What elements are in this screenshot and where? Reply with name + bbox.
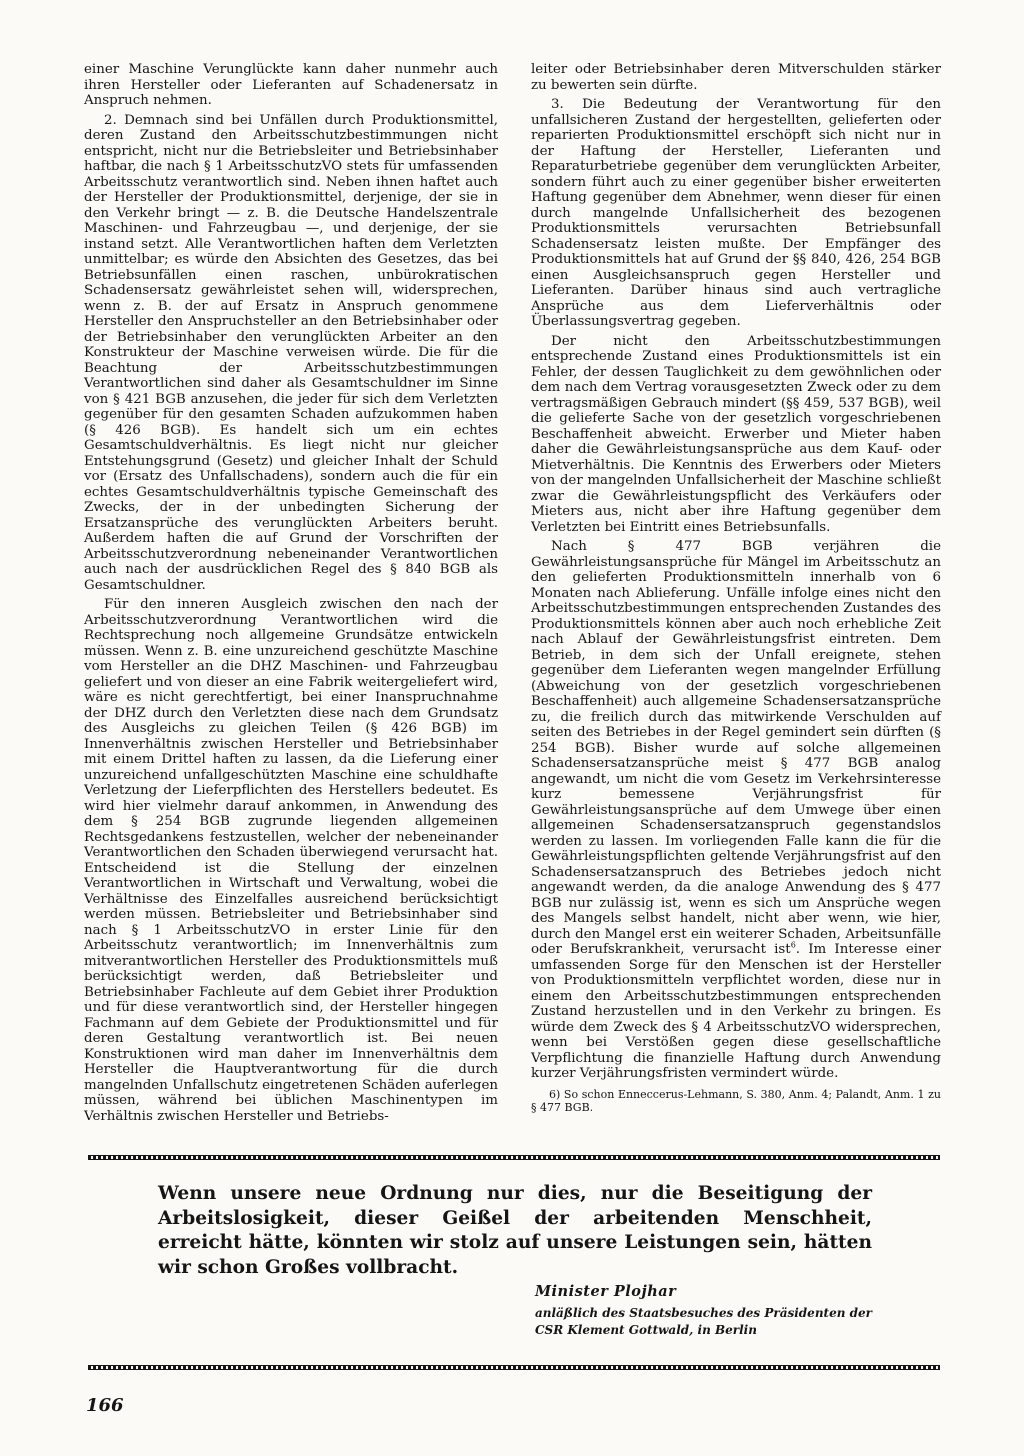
page-number: 166 [86,1395,124,1416]
right-paragraph-1: leiter oder Betriebsinhaber deren Mitverschulden stärker zu bewerten sein dürfte. [531,62,941,93]
decorative-rule-bottom [88,1365,940,1370]
left-paragraph-3: Für den inneren Ausgleich zwischen den nach der Arbeitsschutzverordnung Verantwortlichen wird die Rechtsprechung noch allgemeine Grundsätze entwickeln müssen. Wenn z. B. eine unzureichend geschützte Maschine vom Hersteller an die DHZ Maschinen- und Fahrzeugbau geliefert und von dieser an eine Fabrik weitergeliefert wird, wäre es nicht gerechtfertigt, bei einer Inanspruchnahme der DHZ durch den Verletzten diese nach dem Grundsatz des Ausgleichs zu gleichen Teilen (§ 426 BGB) im Innenverhältnis zwischen Hersteller und Betriebsinhaber mit einem Drittel haften zu lassen, da die Lieferung einer unzureichend unfallgeschützten Maschine eine schuldhafte Verletzung der Lieferpflichten des Herstellers bedeutet. Es wird hier vielmehr darauf ankommen, in Anwendung des dem § 254 BGB zugrunde liegenden allgemeinen Rechtsgedankens festzustellen, welcher der nebeneinander Verantwortlichen den Schaden überwiegend verursacht hat. Entscheidend ist die Stellung der einzelnen Verantwortlichen in Wirtschaft und Verwaltung, wobei die Verhältnisse des Einzelfalles ausreichend berücksichtigt werden müssen. Betriebsleiter und Betriebsinhaber sind nach § 1 ArbeitsschutzVO in erster Linie für den Arbeitsschutz verantwortlich; im Innenverhältnis zum mitverantwortlichen Hersteller des Produktionsmittels muß berücksichtigt werden, daß Betriebsleiter und Betriebsinhaber Fachleute auf dem Gebiet ihrer Produktion und für diese verantwortlich sind, der Hersteller hingegen Fachmann auf dem Gebiete der Produktionsmittel und für deren Gestaltung verantwortlich ist. Bei neuen Konstruktionen wird man daher im Innenverhältnis dem Hersteller die Hauptverantwortung für die durch mangelnden Unfallschutz eingetretenen Schäden auferlegen müssen, während bei üblichen Maschinentypen im Verhältnis zwischen Hersteller und Betriebs- [84,597,498,1124]
quote-context-line-2: CSR Klement Gottwald, in Berlin [535,1323,757,1337]
right-paragraph-4-tail: . Im Interesse einer umfassenden Sorge für den Menschen ist der Hersteller von Produktionsmitteln verpflichtet worden, diese nur in einem den Arbeitsschutzbestimmungen entsprechenden Zustand herzustellen und in den Verkehr zu bringen. Es würde dem Zweck des § 4 ArbeitsschutzVO widersprechen, wenn bei Verstößen gegen diese gesellschaftliche Verpflichtung die finanzielle Haftung durch Anwendung kurzer Verjährungsfristen vermindert würde. [531,942,941,1081]
right-paragraph-4-text: Nach § 477 BGB verjähren die Gewährleistungsansprüche für Mängel im Arbeitsschutz an den gelieferten Produktionsmitteln innerhalb von 6 Monaten nach Ablieferung. Unfälle infolge eines nicht den Arbeitsschutzbestimmungen entsprechenden Zustandes des Produktionsmittels können aber auch noch erhebliche Zeit nach Ablauf der Gewährleistungsfrist eintreten. Dem Betrieb, in dem sich der Unfall ereignete, stehen gegenüber dem Lieferanten wegen mangelnder Erfüllung (Abweichung von der gesetzlich vorgeschriebenen Beschaffenheit) auch allgemeine Schadensersatzansprüche zu, die freilich durch das mitwirkende Verschulden auf seiten des Betriebes in der Regel gemindert sein dürften (§ 254 BGB). Bisher wurde auf solche allgemeinen Schadensersatzansprüche meist § 477 BGB analog angewandt, um nicht die vom Gesetz im Verkehrsinteresse kurz bemessene Verjährungsfrist für Gewährleistungsansprüche auf dem Umwege über einen allgemeinen Schadensersatzanspruch gegenstandslos werden zu lassen. Im vorliegenden Falle kann die für die Gewährleistungspflichten geltende Verjährungsfrist auf den Schadensersatzanspruch des Betriebes jedoch nicht angewandt werden, da die analoge Anwendung des § 477 BGB nur zulässig ist, wenn es sich um Ansprüche wegen des Mangels selbst handelt, nicht aber wenn, wie hier, durch den Mangel erst ein weiterer Schaden, Arbeitsunfälle oder Berufskrankheit, verursacht ist [531,539,941,957]
left-column [84,62,498,1124]
right-column [531,62,941,1114]
left-paragraph-1: einer Maschine Verunglückte kann daher nunmehr auch ihren Hersteller oder Lieferanten auf Schadenersatz in Anspruch nehmen. [84,62,498,108]
footnote-text: So schon Enneccerus-Lehmann, S. 380, Anm. 4; Palandt, Anm. 1 zu § 477 BGB. [531,1087,941,1114]
quote-text: Wenn unsere neue Ordnung nur dies, nur die Beseitigung der Arbeitslosigkeit, dieser Geißel der arbeitenden Menschheit, erreicht hätte, könnten wir stolz auf unsere Leistungen sein, hätten wir schon Großes vollbracht. [158,1183,872,1278]
right-paragraph-2: 3. Die Bedeutung der Verantwortung für den unfallsicheren Zustand der hergestellten, gelieferten oder reparierten Produktionsmittel erschöpft sich nicht nur in der Haftung der Hersteller, Lieferanten und Reparaturbetriebe gegenüber dem verunglückten Arbeiter, sondern führt auch zu einer gegenüber bisher erweiterten Haftung gegenüber dem Abnehmer, wenn dieser für einen durch mangelnde Unfallsicherheit des bezogenen Produktionsmittels verursachten Betriebsunfall Schadensersatz leisten mußte. Der Empfänger des Produktionsmittels hat auf Grund der §§ 840, 426, 254 BGB einen Ausgleichsanspruch gegen Hersteller und Lieferanten. Darüber hinaus sind auch vertragliche Ansprüche aus dem Lieferverhältnis oder Überlassungsvertrag gegeben. [531,97,941,329]
left-paragraph-2: 2. Demnach sind bei Unfällen durch Produktionsmittel, deren Zustand den Arbeitsschutzbestimmungen nicht entspricht, nicht nur die Betriebsleiter und Betriebsinhaber haftbar, die nach § 1 ArbeitsschutzVO stets für umfassenden Arbeitsschutz verantwortlich sind. Neben ihnen haftet auch der Hersteller der Produktionsmittel, derjenige, der sie in den Verkehr bringt — z. B. die Deutsche Handelszentrale Maschinen- und Fahrzeugbau —, und derjenige, der sie instand setzt. Alle Verantwortlichen haften dem Verletzten unmittelbar; es würde den Absichten des Gesetzes, das bei Betriebsunfällen einen raschen, unbürokratischen Schadensersatz gewährleistet sehen will, widersprechen, wenn z. B. der auf Ersatz in Anspruch genommene Hersteller den Anspruchsteller an den Betriebsinhaber oder der Betriebsinhaber den verunglückten Arbeiter an den Konstrukteur der Maschine verweisen würde. Die für die Beachtung der Arbeitsschutzbestimmungen Verantwortlichen sind daher als Gesamtschuldner im Sinne von § 421 BGB anzusehen, die jeder für sich dem Verletzten gegenüber für den gesamten Schaden aufzukommen haben (§ 426 BGB). Es handelt sich um ein echtes Gesamtschuldverhältnis. Es liegt nicht nur gleicher Entstehungsgrund (Gesetz) und gleicher Inhalt der Schuld vor (Ersatz des Unfallschadens), sondern auch die für ein echtes Gesamtschuldverhältnis typische Gemeinschaft des Zwecks, der in der unbedingten Sicherung der Ersatzansprüche des verunglückten Arbeiters beruht. Außerdem haften die auf Grund der Vorschriften der Arbeitsschutzverordnung nebeneinander Verantwortlichen auch nach der ausdrücklichen Regel des § 840 BGB als Gesamtschuldner. [84,112,498,593]
footnote [531,1088,941,1114]
quote-attribution [535,1283,915,1339]
footnote-mark: 6) [549,1087,561,1101]
right-paragraph-3: Der nicht den Arbeitsschutzbestimmungen entsprechende Zustand eines Produktionsmittels ist ein Fehler, der dessen Tauglichkeit zu dem gewöhnlichen oder dem nach dem Vertrag vorausgesetzten Zweck oder zu dem vertragsmäßigen Gebrauch mindert (§§ 459, 537 BGB), weil die gelieferte Sache von der gesetzlich vorgeschriebenen Beschaffenheit abweicht. Erwerber und Mieter haben daher die Gewährleistungsansprüche aus dem Kauf- oder Mietverhältnis. Die Kenntnis des Erwerbers oder Mieters von der mangelnden Unfallsicherheit der Maschine schließt zwar die Gewährleistungspflicht des Verkäufers oder Mieters aus, nicht aber ihre Haftung gegenüber dem Verletzten bei Eintritt eines Betriebsunfalls. [531,333,941,535]
footnote-reference: 6 [790,940,796,950]
right-paragraph-4 [531,539,941,1082]
decorative-rule-top [88,1155,940,1160]
quote-context-line-1: anläßlich des Staatsbesuches des Präsidenten der [535,1306,872,1320]
quote-author: Minister Plojhar [535,1283,677,1300]
